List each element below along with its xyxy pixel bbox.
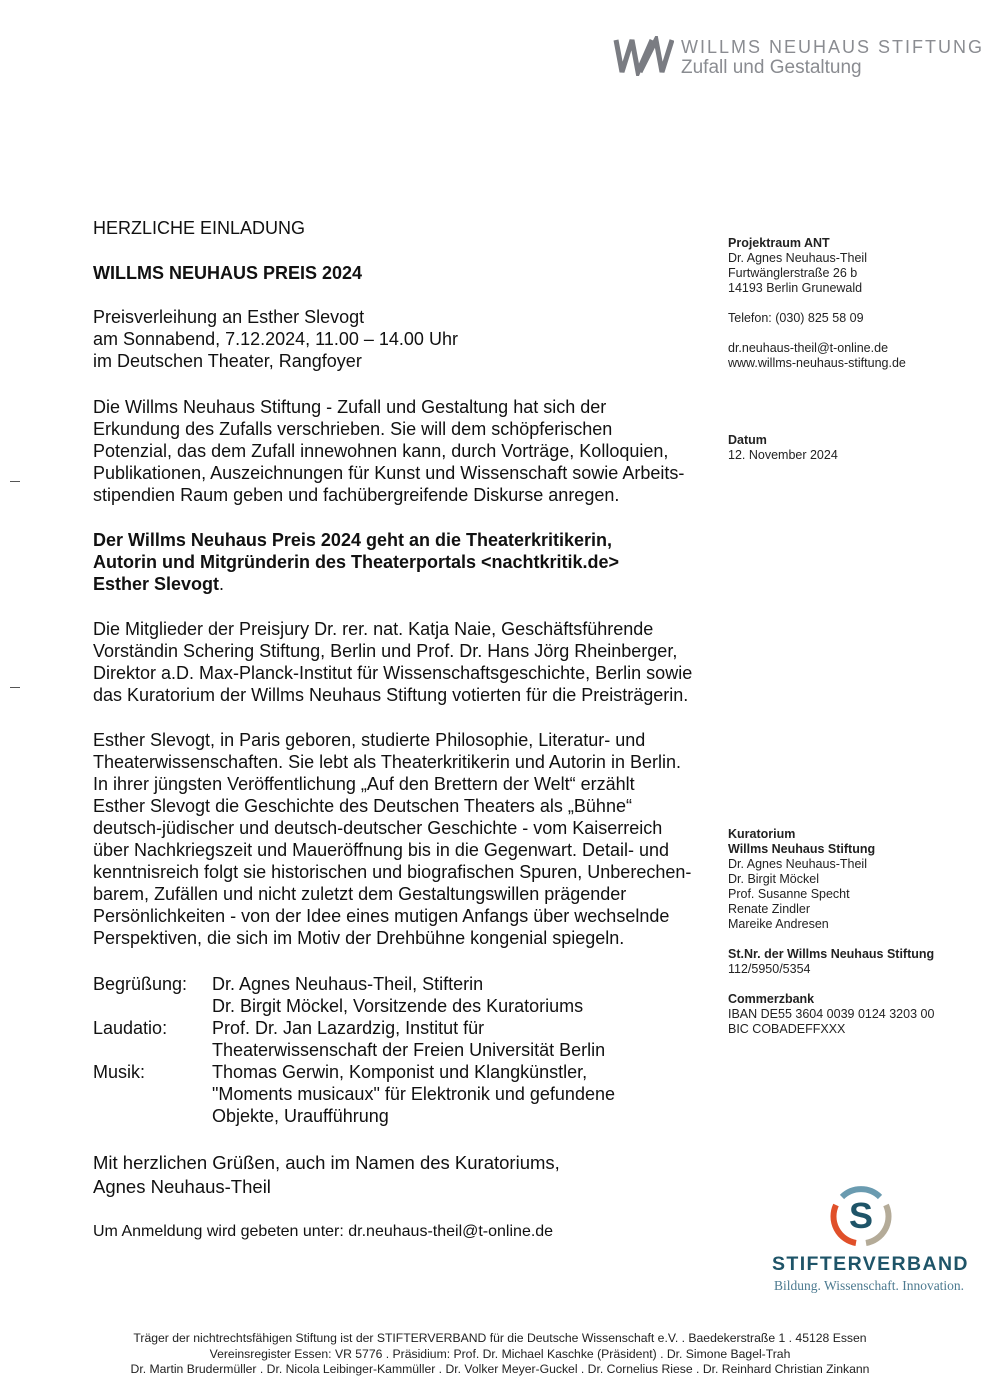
text-line: Potenzial, das dem Zufall innewohnen kann, durch Vorträge, Kolloquien, [93, 441, 669, 461]
text-line: Renate Zindler [728, 902, 810, 916]
text-line: Theaterwissenschaften. Sie lebt als Theaterkritikerin und Autorin in Berlin. [93, 752, 681, 772]
stifterverband-emblem [828, 1183, 894, 1254]
text-line: In ihrer jüngsten Veröffentlichung „Auf den Brettern der Welt“ erzählt [93, 774, 635, 794]
text-line: 14193 Berlin Grunewald [728, 281, 863, 295]
program-label: Begrüßung: [93, 974, 188, 994]
text-line: Dr. Birgit Möckel [728, 872, 819, 886]
text-line: Esther Slevogt [93, 574, 220, 594]
program-detail: Prof. Dr. Jan Lazardzig, Institut für [212, 1018, 485, 1038]
program-label-spacer [93, 995, 212, 1017]
text-line: am Sonnabend, 7.12.2024, 11.00 – 14.00 Uhr [93, 329, 458, 349]
tax-title: St.Nr. der Willms Neuhaus Stiftung [728, 947, 935, 961]
bic: BIC COBADEFFXXX [728, 1022, 846, 1036]
board-members [728, 857, 934, 932]
text-line: Dr. Martin Brudermüller . Dr. Nicola Leibinger-Kammüller . Dr. Volker Meyer-Guckel . Dr. Cornelius Riese . Dr. Reinhard Christian Zinkann [130, 1362, 870, 1376]
program-detail: Theaterwissenschaft der Freien Universität Berlin [212, 1040, 606, 1060]
text-line: deutsch-jüdischer und deutsch-deutscher Geschichte - vom Kaiserreich [93, 818, 663, 838]
date-value: 12. November 2024 [728, 448, 838, 462]
emblem-letter: S [848, 1195, 874, 1236]
text-line: Prof. Susanne Specht [728, 887, 850, 901]
bio-paragraph [93, 729, 691, 949]
text-line: barem, Zufällen und nicht zuletzt dem Gestaltungswillen prägender [93, 884, 627, 904]
tax-number: 112/5950/5354 [728, 962, 811, 976]
date-block [728, 433, 838, 463]
closing [93, 1151, 560, 1199]
stifterverband-s-icon [828, 1183, 894, 1249]
program-label-spacer [93, 1083, 212, 1105]
text-line: Vorständin Schering Stiftung, Berlin und Prof. Dr. Hans Jörg Rheinberger, [93, 641, 678, 661]
jury-paragraph [93, 618, 692, 706]
text-line: Träger der nichtrechtsfähigen Stiftung ist der STIFTERVERBAND für die Deutsche Wissenschaft e.V. . Baedekerstraße 1 . 45128 Essen [133, 1331, 867, 1345]
stifterverband-tagline: Bildung. Wissenschaft. Innovation. [774, 1278, 965, 1293]
title: WILLMS NEUHAUS PREIS 2024 [93, 263, 363, 283]
text-line: Publikationen, Auszeichnungen für Kunst und Wissenschaft sowie Arbeits- [93, 463, 685, 483]
text-line: im Deutschen Theater, Rangfoyer [93, 351, 362, 371]
text-line: Autorin und Mitgründerin des Theaterportals <nachtkritik.de> [93, 552, 620, 572]
heading: HERZLICHE EINLADUNG [93, 218, 306, 238]
text-line: Dr. Agnes Neuhaus-Theil [728, 251, 867, 265]
board-subtitle: Willms Neuhaus Stiftung [728, 842, 876, 856]
text-line: Esther Slevogt, in Paris geboren, studierte Philosophie, Literatur- und [93, 730, 646, 750]
website-link[interactable]: www.willms-neuhaus-stiftung.de [728, 356, 906, 370]
date-label: Datum [728, 433, 767, 447]
program-detail: Dr. Birgit Möckel, Vorsitzende des Kuratoriums [212, 996, 584, 1016]
prize-paragraph [93, 529, 619, 595]
text-line: Perspektiven, die sich im Motiv der Drehbühne kongenial spiegeln. [93, 928, 625, 948]
phone: Telefon: (030) 825 58 09 [728, 311, 864, 325]
event-info [93, 306, 458, 372]
text-line: über Nachkriegszeit und Maueröffnung bis in die Gegenwart. Detail- und [93, 840, 669, 860]
text-line: Mareike Andresen [728, 917, 829, 931]
text-line: Preisverleihung an Esther Slevogt [93, 307, 365, 327]
stifterverband-name: STIFTERVERBAND [772, 1253, 969, 1275]
program [93, 973, 615, 1127]
program-label-spacer [93, 1039, 212, 1061]
footer [0, 1331, 1000, 1378]
text-line: Agnes Neuhaus-Theil [93, 1176, 271, 1197]
program-detail: "Moments musicaux" für Elektronik und gefundene [212, 1084, 615, 1104]
wn-monogram-icon [612, 36, 674, 76]
intro-paragraph [93, 396, 684, 506]
text-line: Direktor a.D. Max-Planck-Institut für Wissenschaftsgeschichte, Berlin sowie [93, 663, 693, 683]
program-detail: Objekte, Uraufführung [212, 1106, 389, 1126]
text-line: Mit herzlichen Grüßen, auch im Namen des Kuratoriums, [93, 1152, 560, 1173]
text-line: Esther Slevogt die Geschichte des Deutschen Theaters als „Bühne“ [93, 796, 632, 816]
address-lines [728, 251, 906, 296]
program-detail: Dr. Agnes Neuhaus-Theil, Stifterin [212, 974, 484, 994]
text-period: . [219, 574, 225, 594]
text-line: Vereinsregister Essen: VR 5776 . Präsidium: Prof. Dr. Michael Kaschke (Präsident) . Dr. Simone Bagel-Trah [209, 1346, 791, 1361]
fold-mark [10, 481, 20, 482]
logo-line2: Zufall und Gestaltung [681, 57, 862, 78]
punch-mark [10, 687, 20, 688]
logo-text [681, 37, 984, 78]
text-line: Die Willms Neuhaus Stiftung - Zufall und Gestaltung hat sich der [93, 397, 607, 417]
sender-address [728, 236, 906, 371]
text-line: kenntnisreich folgt sie historischen und biografischen Spuren, Unberechen- [93, 862, 692, 882]
text-line: das Kuratorium der Willms Neuhaus Stiftung votierten für die Preisträgerin. [93, 685, 689, 705]
program-detail: Thomas Gerwin, Komponist und Klangkünstler, [212, 1062, 588, 1082]
program-label: Laudatio: [93, 1018, 168, 1038]
text-line: Erkundung des Zufalls verschrieben. Sie will dem schöpferischen [93, 419, 613, 439]
text-line: Dr. Agnes Neuhaus-Theil [728, 857, 867, 871]
text-line: Persönlichkeiten - von der Idee eines mutigen Anfangs über wechselnde [93, 906, 670, 926]
program-label-spacer [93, 1105, 212, 1127]
program-label: Musik: [93, 1062, 146, 1082]
bank-title: Commerzbank [728, 992, 815, 1006]
board-title: Kuratorium [728, 827, 796, 841]
willms-neuhaus-logo [612, 36, 674, 81]
text-line: stipendien Raum geben und fachübergreifende Diskurse anregen. [93, 485, 620, 505]
text-line: Die Mitglieder der Preisjury Dr. rer. nat. Katja Naie, Geschäftsführende [93, 619, 654, 639]
text-line: Der Willms Neuhaus Preis 2024 geht an die Theaterkritikerin, [93, 530, 613, 550]
logo-line1: WILLMS NEUHAUS STIFTUNG [681, 37, 985, 57]
registration-note: Um Anmeldung wird gebeten unter: dr.neuhaus-theil@t-online.de [93, 1223, 554, 1240]
email-link[interactable]: dr.neuhaus-theil@t-online.de [728, 341, 889, 355]
board-block [728, 827, 934, 1037]
address-title: Projektraum ANT [728, 236, 830, 250]
text-line: Furtwänglerstraße 26 b [728, 266, 858, 280]
iban: IBAN DE55 3604 0039 0124 3203 00 [728, 1007, 935, 1021]
